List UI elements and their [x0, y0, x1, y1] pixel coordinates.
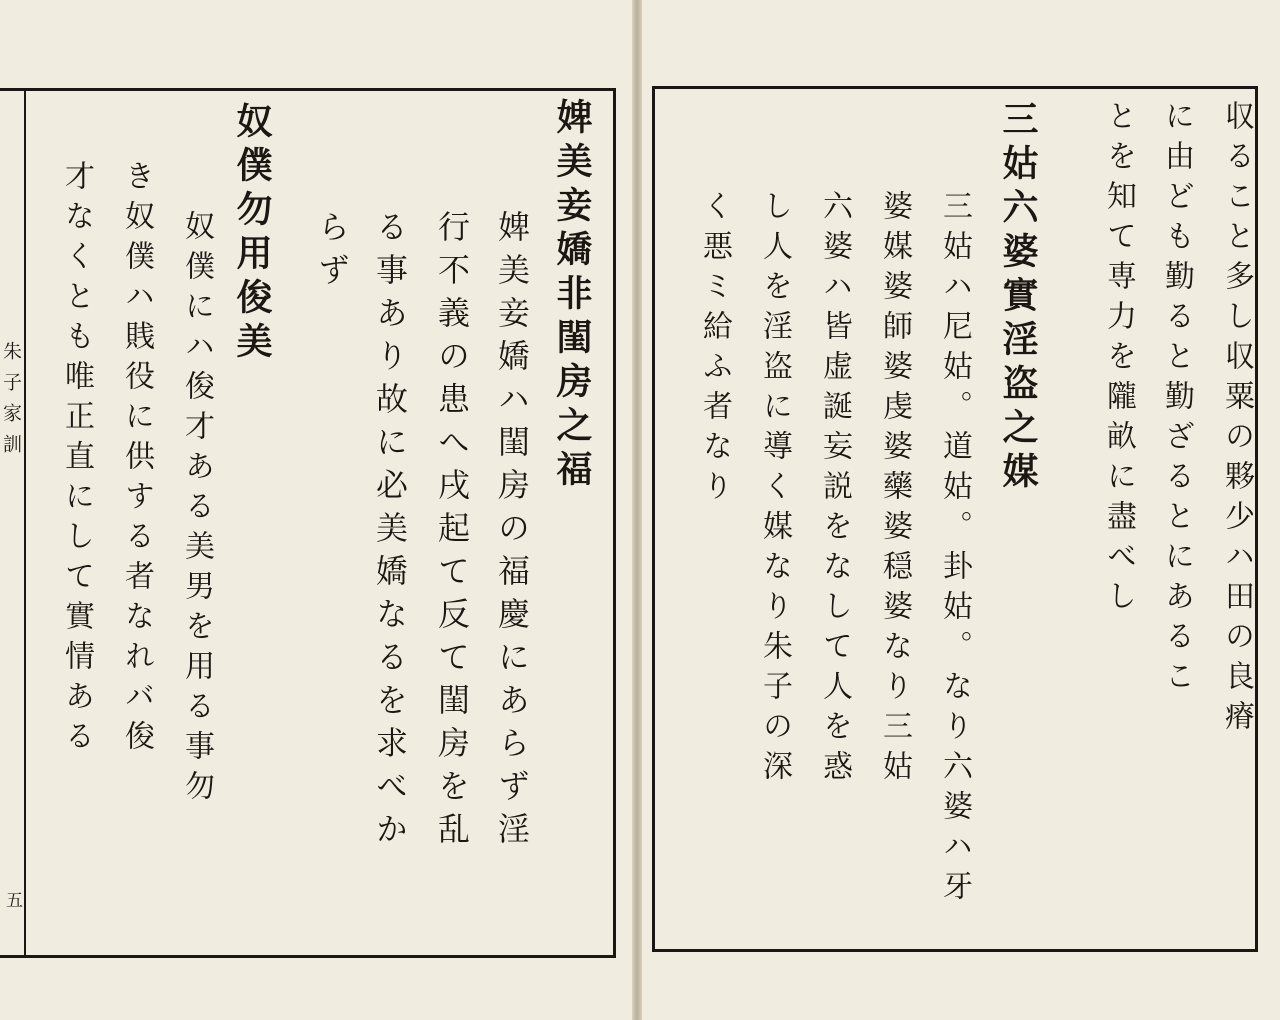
- text-column: 才なくとも唯正直にして實情ある: [59, 160, 94, 760]
- text-column: し人を淫盗に導く媒なり朱子の深: [757, 190, 792, 790]
- text-column: 収ること多し収粟の夥少ハ田の良瘠: [1219, 100, 1254, 740]
- heading-column: 奴僕勿用俊美: [231, 102, 273, 366]
- center-strip: [0, 88, 26, 958]
- text-column: く悪ミ給ふ者なり: [697, 190, 732, 510]
- text-column: 奴僕にハ俊才ある美男を用る事勿: [179, 210, 214, 810]
- text-column: 行不義の患へ戌起て反て閨房を乱: [433, 210, 471, 855]
- book-gutter: [632, 0, 642, 1020]
- text-column: とを知て専力を隴畝に盡べし: [1101, 100, 1136, 620]
- text-column: る事あり故に必美嬌なるを求べか: [371, 210, 409, 855]
- text-column: き奴僕ハ賎役に供する者なれバ俊: [119, 160, 154, 760]
- heading-column: 婢美妾嬌非閨房之福: [551, 98, 593, 494]
- text-column: 婆媒婆師婆虔婆藥婆穏婆なり三姑: [877, 190, 912, 790]
- running-title: 朱子家訓: [0, 341, 22, 465]
- left-page: [0, 0, 632, 1020]
- page-number: 五: [2, 891, 22, 908]
- text-column: らず: [313, 210, 351, 296]
- right-page: [642, 0, 1280, 1020]
- heading-column: 三姑六婆實淫盗之媒: [997, 100, 1039, 496]
- text-column: に由ども勤ると勤ざるとにあるこ: [1159, 100, 1194, 700]
- text-column: 婢美妾嬌ハ閨房の福慶にあらず淫: [493, 210, 531, 855]
- text-column: 三姑ハ尼姑。道姑。卦姑。なり六婆ハ牙: [937, 190, 972, 910]
- text-column: 六婆ハ皆虚誕妄説をなして人を惑: [817, 190, 852, 790]
